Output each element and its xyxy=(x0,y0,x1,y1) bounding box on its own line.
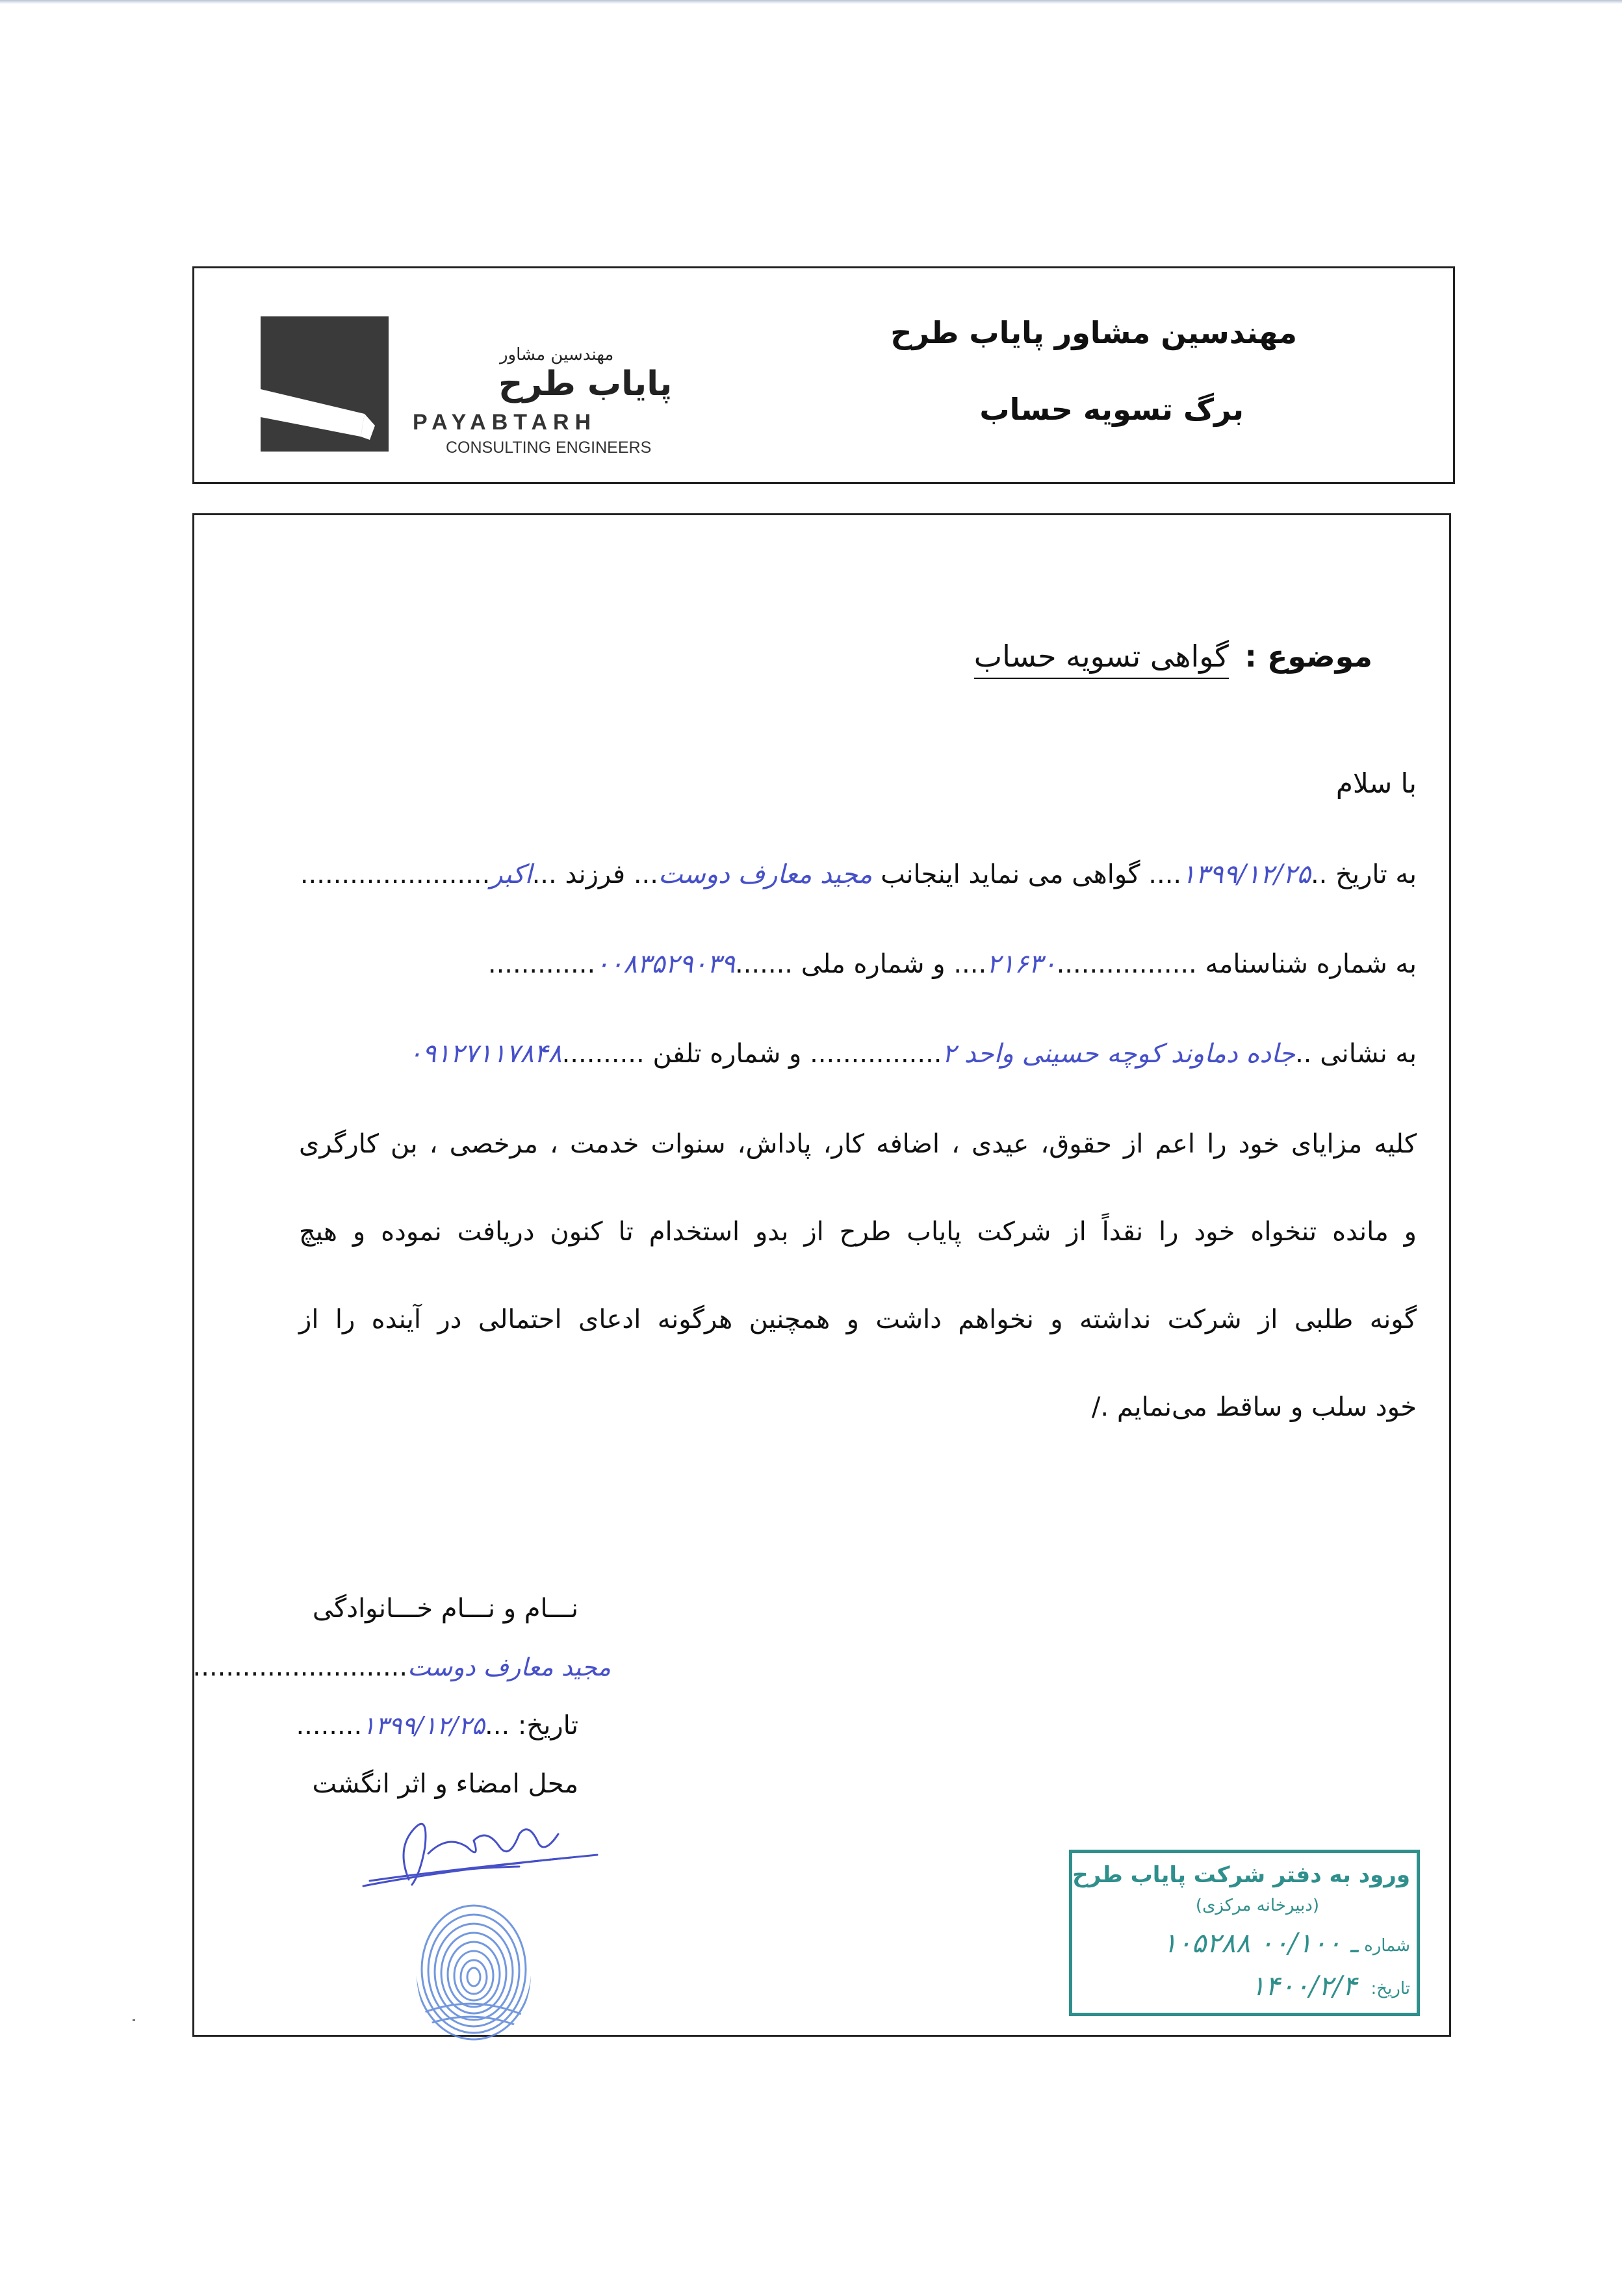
date-prefix-label: به تاریخ xyxy=(1335,860,1417,889)
handwritten-signature-date: ۱۳۹۹/۱۲/۲۵ xyxy=(362,1711,485,1740)
handwritten-phone: ۰۹۱۲۷۱۱۷۸۴۸ xyxy=(408,1039,562,1069)
subject-label: موضوع : xyxy=(1244,639,1372,674)
signature-name-line: مجید معارف دوست.......................... xyxy=(192,1652,611,1682)
handwritten-father-name: اکبر xyxy=(490,860,532,889)
id-number-label: به شماره شناسنامه xyxy=(1205,949,1417,979)
subject-value: گواهی تسویه حساب xyxy=(974,639,1229,679)
organization-name: مهندسین مشاور پایاب طرح xyxy=(890,315,1297,350)
handwritten-full-name: مجید معارف دوست xyxy=(658,860,873,889)
stamp-number-value: ۱۰۵۲۸۸ ـ ۰۰/۱۰۰ xyxy=(1162,1927,1358,1959)
declaration-line-2: به شماره شناسنامه .................۲۱۶۳۰.... و شماره ملی .......۰۰۸۳۵۲۹۰۳۹............. xyxy=(487,949,1417,979)
declaration-paragraph-line-3: گونه طلبی از شرکت نداشته و نخواهم داشت و همچنین هرگونه ادعای احتمالی در آینده را از xyxy=(299,1305,1417,1334)
logo-english-subtitle: CONSULTING ENGINEERS xyxy=(446,439,652,457)
form-title: برگ تسویه حساب xyxy=(979,392,1244,427)
logo-persian-name: پایاب طرح xyxy=(498,364,673,403)
stamp-title: ورود به دفتر شرکت پایاب طرح xyxy=(1072,1862,1410,1888)
full-name-label: نـــام و نـــام خـــانوادگی xyxy=(312,1594,578,1624)
declaration-mid-text: گواهی می نماید اینجانب xyxy=(881,860,1140,889)
subject-line xyxy=(974,639,1372,674)
signature-place-label: محل امضاء و اثر انگشت xyxy=(312,1769,578,1799)
declaration-paragraph-line-2: و مانده تنخواه خود را نقداً از شرکت پایاب طرح از بدو استخدام تا کنون دریافت نموده و هیچ xyxy=(299,1217,1417,1247)
declaration-line-3: به نشانی ..جاده دماوند کوچه حسینی واحد ۲................ و شماره تلفن ..........۰۹۱۲۷۱۱۷۸۴۸ xyxy=(408,1039,1417,1069)
stamp-date-label: تاریخ: xyxy=(1371,1979,1410,1998)
logo-english-name: PAYABTARH xyxy=(413,410,597,435)
stamp-date-value: ۱۴۰۰/۲/۴ xyxy=(1250,1970,1357,2002)
scan-edge xyxy=(0,0,1622,4)
handwritten-address: جاده دماوند کوچه حسینی واحد ۲ xyxy=(942,1039,1296,1069)
salutation: با سلام xyxy=(1335,767,1417,799)
signature-date-line: تاریخ: ...۱۳۹۹/۱۲/۲۵........ xyxy=(296,1711,578,1741)
stamp-subtitle: (دبیرخانه مرکزی) xyxy=(1195,1896,1319,1915)
registry-stamp xyxy=(1069,1850,1420,2016)
payabtarh-logo-mark xyxy=(261,316,389,452)
declaration-line-1: به تاریخ ..۱۳۹۹/۱۲/۲۵.... گواهی می نماید اینجانب مجید معارف دوست... فرزند ...اکبر....................... xyxy=(300,860,1417,889)
fingerprint-impression xyxy=(409,1899,539,2048)
stamp-number-label: شماره xyxy=(1364,1936,1410,1956)
address-label: به نشانی xyxy=(1320,1039,1417,1069)
child-of-label: فرزند xyxy=(565,860,626,889)
signature-date-label: تاریخ: xyxy=(517,1711,578,1741)
declaration-paragraph-line-1: کلیه مزایای خود را اعم از حقوق، عیدی ، اضافه کار، پاداش، سنوات خدمت ، مرخصی ، بن کارگری xyxy=(299,1129,1417,1159)
declaration-paragraph-line-4: خود سلب و ساقط می‌نمایم ./ xyxy=(1091,1392,1417,1422)
letter-body-box xyxy=(192,513,1451,2037)
phone-label: و شماره تلفن xyxy=(652,1039,802,1069)
logo-persian-subtitle: مهندسین مشاور xyxy=(500,345,614,364)
handwritten-signer-name: مجید معارف دوست xyxy=(407,1653,611,1681)
handwritten-date: ۱۳۹۹/۱۲/۲۵ xyxy=(1181,860,1311,889)
handwritten-id-number: ۲۱۶۳۰ xyxy=(986,949,1057,979)
scan-speck xyxy=(133,2019,135,2021)
handwritten-signature xyxy=(350,1808,610,1906)
letterhead-box xyxy=(192,266,1455,484)
handwritten-national-id: ۰۰۸۳۵۲۹۰۳۹ xyxy=(595,949,735,979)
national-id-label: و شماره ملی xyxy=(801,949,946,979)
